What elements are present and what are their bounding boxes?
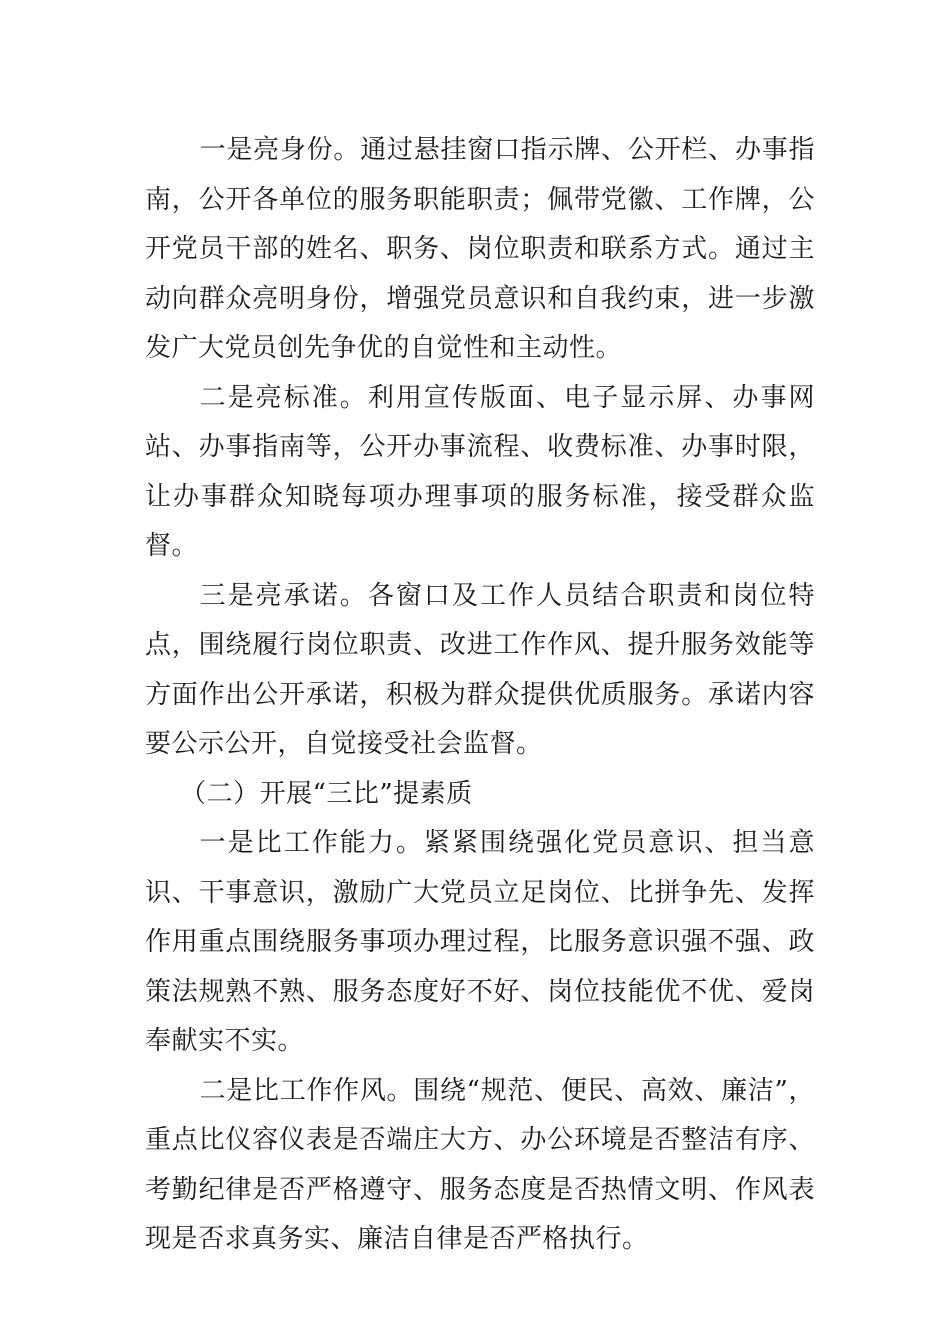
paragraph-liang-biaozhun: 二是亮标准。利用宣传版面、电子显示屏、办事网站、办事指南等，公开办事流程、收费标准、办事时限，让办事群众知晓每项办理事项的服务标准，接受群众监督。: [145, 382, 815, 561]
document-body: [145, 126, 815, 1265]
paragraph-bi-gongzuo-zuofeng: 二是比工作作风。围绕“规范、便民、高效、廉洁”，重点比仪容仪表是否端庄大方、办公环境是否整洁有序、考勤纪律是否严格遵守、服务态度是否热情文明、作风表现是否求真务实、廉洁自律是否严格执行。: [145, 1075, 815, 1254]
section-heading-san-bi: （二）开展“三比”提素质: [180, 778, 473, 809]
paragraph-liang-chengnuo: 三是亮承诺。各窗口及工作人员结合职责和岗位特点，围绕履行岗位职责、改进工作作风、提升服务效能等方面作出公开承诺，积极为群众提供优质服务。承诺内容要公示公开，自觉接受社会监督。: [145, 580, 815, 759]
paragraph-liang-shenfen: 一是亮身份。通过悬挂窗口指示牌、公开栏、办事指南，公开各单位的服务职能职责；佩带党徽、工作牌，公开党员干部的姓名、职务、岗位职责和联系方式。通过主动向群众亮明身份，增强党员意识和自我约束，进一步激发广大党员创先争优的自觉性和主动性。: [145, 135, 815, 363]
paragraph-bi-gongzuo-nengli: 一是比工作能力。紧紧围绕强化党员意识、担当意识、干事意识，激励广大党员立足岗位、比拼争先、发挥作用重点围绕服务事项办理过程，比服务意识强不强、政策法规熟不熟、服务态度好不好、岗位技能优不优、爱岗奉献实不实。: [145, 828, 815, 1056]
